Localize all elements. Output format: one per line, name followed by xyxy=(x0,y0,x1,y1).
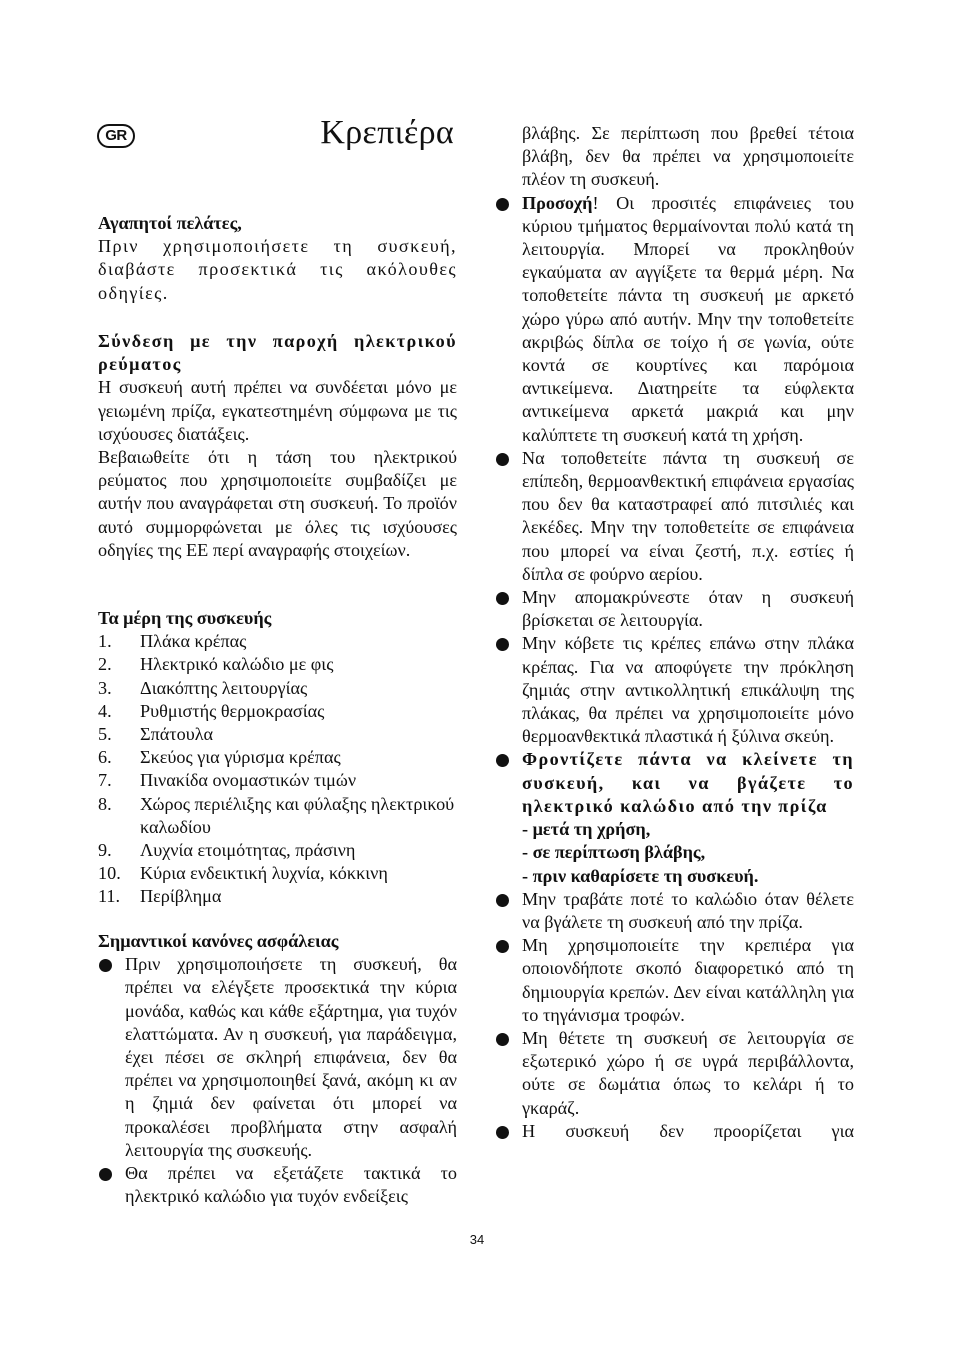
list-item: Μην κόβετε τις κρέπες επάνω στην πλάκα κρέπας. Για να αποφύγετε την πρόκληση ζημιάς στην αντικολλητική επικάλυψη της πλάκας, θα πρέπει να χρησιμοποιείτε μόνο θερμοανθεκτικά πλαστικά ή ξύλινα σκεύη. xyxy=(495,632,854,748)
list-item: 3. Διακόπτης λειτουργίας xyxy=(98,677,308,698)
bullet-icon xyxy=(496,453,509,466)
list-item: Μη χρησιμοποιείτε την κρεπιέρα για οποιονδήποτε σκοπό διαφορετικό από τη δημιουργία κρεπών. Δεν είναι κατάλληλη για το τηγάνισμα τροφών. xyxy=(495,934,854,1027)
bullet-icon xyxy=(496,1033,509,1046)
sub-list xyxy=(522,818,854,888)
list-item: Προσοχή! Οι προσιτές επιφάνειες του κύριου τμήματος θερμαίνονται πολύ κατά τη λειτουργία. Μπορεί να προκληθούν εγκαύματα αν αγγίξετε τα θερμά μέρη. Να τοποθετείτε πάντα τη συσκευή με αρκετό χώρο γύρω από αυτήν. Μην την τοποθετείτε ακριβώς δίπλα σε τοίχο ή σε γωνία, ούτε κοντά σε κουρτίνες και παρόμοια αντικείμενα. Διατηρείτε τα εύφλεκτα αντικείμενα αρκετά μακριά και μην καλύπτετε τη συσκευή κατά τη χρήση. xyxy=(495,192,854,447)
list-item: Να τοποθετείτε πάντα τη συσκευή σε επίπεδη, θερμοανθεκτική επιφάνεια εργασίας που δεν θα καταστραφεί από πιτσιλιές και λεκέδες. Μην την τοποθετείτε σε επιφάνεια που μπορεί να είναι ζεστή, π.χ. εστίες ή δίπλα σε φούρνο αερίου. xyxy=(495,447,854,586)
safety-heading: Σημαντικοί κανόνες ασφάλειας xyxy=(98,931,339,951)
bullet-icon xyxy=(99,1168,112,1181)
list-item: 7. Πινακίδα ονομαστικών τιμών xyxy=(98,770,357,791)
list-item: Φροντίζετε πάντα να κλείνετε τη συσκευή, και να βγάζετε το ηλεκτρικό καλώδιο από την πρίζα - μετά τη χρήση, - σε περίπτωση βλάβης, - πριν καθαρίσετε τη συσκευή. xyxy=(495,748,854,887)
list-item: 8. Χώρος περιέλιξης και φύλαξης ηλεκτρικού καλωδίου xyxy=(98,793,455,837)
list-item-continuation: βλάβης. Σε περίπτωση που βρεθεί τέτοια βλάβη, δεν θα πρέπει να χρησιμοποιείτε πλέον τη συσκευή. xyxy=(522,123,854,190)
power-paragraph-1: Η συσκευή αυτή πρέπει να συνδέεται μόνο με γειωμένη πρίζα, εγκατεστημένη σύμφωνα με τις ισχύουσες διατάξεις. xyxy=(98,377,457,444)
list-item: 4. Ρυθμιστής θερμοκρασίας xyxy=(98,700,325,721)
bullet-icon xyxy=(496,198,509,211)
bullet-icon xyxy=(496,894,509,907)
bullet-icon xyxy=(496,754,509,767)
parts-section xyxy=(98,607,457,909)
list-item: 10. Κύρια ενδεικτική λυχνία, κόκκινη xyxy=(98,863,388,884)
page-number: 34 xyxy=(469,1232,485,1247)
list-item: Μην τραβάτε ποτέ το καλώδιο όταν θέλετε να βγάλετε τη συσκευή από την πρίζα. xyxy=(495,888,854,934)
bullet-icon xyxy=(496,940,509,953)
list-item: Θα πρέπει να εξετάζετε τακτικά το ηλεκτρικό καλώδιο για τυχόν ενδείξεις xyxy=(98,1162,457,1208)
language-badge-gr: GR xyxy=(97,124,135,148)
list-item: 6. Σκεύος για γύρισμα κρέπας xyxy=(98,747,341,768)
greeting: Αγαπητοί πελάτες, xyxy=(98,213,242,233)
safety-section xyxy=(98,930,457,1208)
sub-list-item: - πριν καθαρίσετε τη συσκευή. xyxy=(522,865,759,886)
list-item: 11. Περίβλημα xyxy=(98,886,222,907)
bullet-icon xyxy=(496,592,509,605)
parts-list xyxy=(98,630,457,908)
power-paragraph-2: Βεβαιωθείτε ότι η τάση του ηλεκτρικού ρεύματος που χρησιμοποιείτε συμβαδίζει με αυτήν που αναγράφεται στη συσκευή. Το προϊόν αυτό συμμορφώνεται με όλες τις ισχύουσες οδηγίες της ΕΕ περί αναγραφής στοιχείων. xyxy=(98,447,457,560)
list-item: Μην απομακρύνεστε όταν η συσκευή βρίσκεται σε λειτουργία. xyxy=(495,586,854,632)
intro-section xyxy=(98,212,457,305)
safety-list-left xyxy=(98,953,457,1208)
safety-continued xyxy=(495,122,854,1143)
intro-text: Πριν χρησιμοποιήσετε τη συσκευή, διαβάστε προσεκτικά τις ακόλουθες οδηγίες. xyxy=(98,236,457,303)
bullet-icon xyxy=(99,959,112,972)
list-item: 5. Σπάτουλα xyxy=(98,724,214,745)
parts-heading: Τα μέρη της συσκευής xyxy=(98,608,272,628)
list-item: 9. Λυχνία ετοιμότητας, πράσινη xyxy=(98,840,356,861)
safety-list-right xyxy=(495,122,854,1143)
power-heading: Σύνδεση με την παροχή ηλεκτρικού ρεύματος xyxy=(98,331,457,375)
list-item: 1. Πλάκα κρέπας xyxy=(98,631,247,652)
page-title: Κρεπιέρα xyxy=(320,114,454,151)
list-item: Μη θέτετε τη συσκευή σε λειτουργία σε εξωτερικό χώρο ή σε υγρά περιβάλλοντα, ούτε σε δωμάτια όπως το κελάρι ή το γκαράζ. xyxy=(495,1027,854,1120)
power-section xyxy=(98,330,457,562)
sub-list-item: - σε περίπτωση βλάβης, xyxy=(522,842,706,863)
list-item: Η συσκευή δεν προορίζεται για xyxy=(495,1120,854,1143)
bullet-icon xyxy=(496,1126,509,1139)
list-item: Πριν χρησιμοποιήσετε τη συσκευή, θα πρέπει να ελέγξετε προσεκτικά την κύρια μονάδα, καθώς και κάθε εξάρτημα, για τυχόν ελαττώματα. Αν η συσκευή, για παράδειγμα, έχει πέσει σε σκληρή επιφάνεια, δεν θα πρέπει να χρησιμοποιηθεί ξανά, ακόμη κι αν η ζημιά δεν φαίνεται ότι μπορεί να προκαλέσει προβλήματα στην ασφαλή λειτουργία της συσκευής. xyxy=(98,953,457,1162)
list-item: 2. Ηλεκτρικό καλώδιο με φις xyxy=(98,654,334,675)
bullet-icon xyxy=(496,638,509,651)
sub-list-item: - μετά τη χρήση, xyxy=(522,819,651,840)
